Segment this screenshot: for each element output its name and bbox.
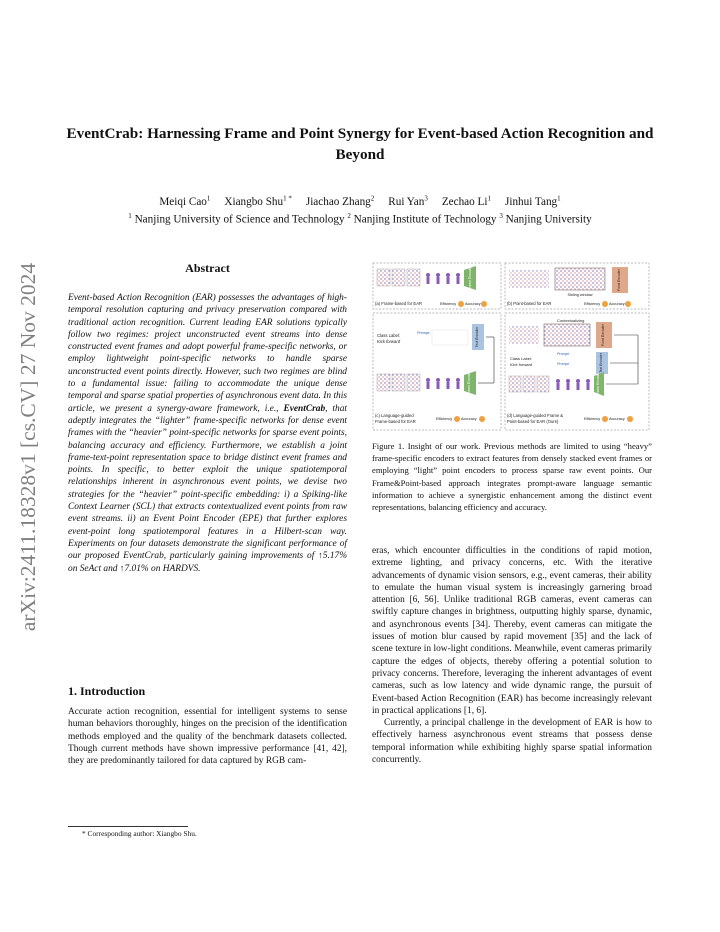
event-frame-icon xyxy=(509,376,521,392)
class-value: Kick forward xyxy=(377,339,401,344)
footnote-rule xyxy=(68,826,188,827)
prompt-label: Prompt: xyxy=(557,352,570,356)
frame-encoder-label: Frame Encoder xyxy=(468,265,472,291)
panel-a-label: (a) Frame-based for EAR xyxy=(375,301,423,306)
happy-face-icon xyxy=(602,301,608,307)
sad-face-icon xyxy=(458,301,464,307)
efficiency-label: Efficiency xyxy=(584,417,601,421)
event-frame-icon xyxy=(377,374,390,391)
sad-face-icon xyxy=(625,301,631,307)
prompt-label: Prompt: xyxy=(557,362,570,366)
sad-face-icon xyxy=(454,416,460,422)
accuracy-label: Accuracy xyxy=(461,417,477,421)
class-label: Class Label: xyxy=(510,356,533,361)
intro-paragraph: Currently, a principal challenge in the development of EAR is how to effectively harness asynchronous event streams that possess dense temporal information while exhibiting highly sparse spatial information concurrently. xyxy=(372,718,652,766)
sliding-window-label: Sliding window xyxy=(567,293,593,297)
panel-b-label: (b) Point-based for EAR xyxy=(507,301,552,306)
panel-d-label-line2: Point-based for EAR (Ours) xyxy=(507,419,559,424)
event-frame-icon xyxy=(407,374,420,391)
point-encoder-label: Point Encoder xyxy=(617,269,621,291)
author: Jiachao Zhang$^2$ xyxy=(305,194,375,208)
author: Zechao Li$^1$ xyxy=(441,194,491,208)
event-figure-icons xyxy=(556,379,590,390)
intro-paragraph-left: Accurate action recognition, essential for intelligent systems to sense human behaviors thoroughly, hinges on the precision of the identification methods employed and the quality of the benchmark datasets collected. Though current methods have shown impressive performance [41, 42], they are predominantly tailored for data captured by RGB cam- xyxy=(68,707,347,767)
paper-title: EventCrab: Harnessing Frame and Point Synergy for Event-based Action Recognition and Beyond xyxy=(66,125,654,163)
figure-1-caption: Figure 1. Insight of our work. Previous methods are limited to using “heavy” frame-specific encoders to extract features from densely stacked event frames or employing “light” point encoders to process sparse raw event points. Our Frame&Point-based approach integrates prompt-aware language semantic information to achieve a synergistic enhancement among the distinct event representations, balancing efficiency and accuracy. xyxy=(372,441,652,513)
accuracy-label: Accuracy xyxy=(465,302,481,306)
event-frame-icon xyxy=(377,269,390,286)
class-label: Class Label: xyxy=(377,333,401,338)
affiliation-list: $^1$ Nanjing University of Science and Technology $^2$ Nanjing Institute of Technology $^3$ Nanjing University xyxy=(128,212,592,226)
prompt-label: Prompt: xyxy=(417,331,431,335)
point-cloud-icon xyxy=(544,324,590,346)
point-cloud-icon xyxy=(555,268,605,290)
frame-encoder-label: Frame Encoder xyxy=(467,370,471,396)
intro-right-column xyxy=(372,545,652,766)
efficiency-label: Efficiency xyxy=(440,302,457,306)
happy-face-icon xyxy=(627,416,633,422)
text-encoder-label: Text Encoder xyxy=(475,326,479,348)
event-points-icon xyxy=(509,326,539,344)
section-heading-introduction: 1. Introduction xyxy=(68,684,146,698)
event-points-icon xyxy=(509,270,549,288)
panel-d-label-line1: (d) Language-guided Frame & xyxy=(507,413,564,418)
frame-encoder-label: Frame Encoder xyxy=(596,372,600,396)
point-encoder-label: Point Encoder xyxy=(601,324,605,346)
happy-face-icon xyxy=(481,301,487,307)
figure-1 xyxy=(372,262,652,432)
efficiency-label: Efficiency xyxy=(436,417,453,421)
panel-c-label-line2: Frame-based for EAR xyxy=(375,419,416,424)
arxiv-stamp xyxy=(7,240,49,654)
author: Meiqi Cao$^1$ xyxy=(159,194,211,208)
event-figure-icons xyxy=(426,378,460,389)
happy-face-icon xyxy=(602,416,608,422)
author: Xiangbo Shu$^{1 *}$ xyxy=(224,194,292,208)
happy-face-icon xyxy=(479,416,485,422)
event-frame-icon xyxy=(407,269,420,286)
accuracy-label: Accuracy xyxy=(609,417,625,421)
efficiency-label: Efficiency xyxy=(584,302,601,306)
event-frame-icon xyxy=(523,376,535,392)
abstract-body: Event-based Action Recognition (EAR) possesses the advantages of high-temporal resolution capturing and privacy preservation compared with traditional action recognition. Current leading EAR solutions typically follow two regimes: project unconstructed event streams into dense constructed event frames and adopt powerful frame-specific networks, or employ lightweight point-specific networks to handle sparse unconstructed event points directly. However, such two regimes are blind to a fundamental issue: failing to accommodate the unique dense temporal and sparse spatial properties of asynchronous event data. In this article, we present a synergy-aware framework, i.e., EventCrab, that adeptly integrates the “lighter” frame-specific networks for dense event frames with the “heavier” point-specific networks for sparse event points, balancing accuracy and efficiency. Furthermore, we establish a joint frame-text-point representation space to bridge distinct event frames and points. In specific, to better exploit the unique spatiotemporal relationships inherent in asynchronous event points, we devise two strategies for the “heavier” point-specific embedding: i) a Spiking-like Context Learner (SCL) that extracts contextualized event points from raw event streams. ii) an Event Point Encoder (EPE) that further explores event-point long spatiotemporal features in a Hilbert-scan way. Experiments on four datasets demonstrate the significant performance of our proposed EventCrab, particularly gaining improvements of ↑5.17% on SeAct and ↑7.01% on HARDVS. xyxy=(68,293,347,574)
arxiv-id: arXiv:2411.18328v1 [cs.CV] 27 Nov 2024 xyxy=(16,262,40,632)
footnote: * Corresponding author: Xiangbo Shu. xyxy=(82,829,197,838)
event-frame-icon xyxy=(537,376,549,392)
author-list xyxy=(40,190,680,210)
prompt-text-box xyxy=(432,330,468,345)
class-value: Kick forward xyxy=(510,362,533,367)
author: Rui Yan$^3$ xyxy=(388,194,428,208)
abstract-heading: Abstract xyxy=(185,261,230,275)
event-frame-icon xyxy=(392,269,405,286)
figure-1-diagram xyxy=(372,262,652,432)
intro-paragraph: eras, which encounter difficulties in the conditions of rapid motion, extreme lighting, and privacy concerns, etc. With the iterative advancements of dynamic vision sensors, e.g., event cameras, their ability to emulate the human visual system is increasingly garnering broad attention [6, 56]. Unlike traditional RGB cameras, event cameras can swiftly capture changes in brightness, outputting highly sparse, dynamic, and asynchronous events [34]. Thereby, event cameras can mitigate the issues of motion blur caused by rapid movement [35] and the lack of scene texture in low-light conditions. Meanwhile, event cameras primarily capture the edges of objects, thereby offering a potential solution to privacy concerns. Therefore, leveraging the inherent advantages of event cameras, such as low latency and wide dynamic range, the pursuit of Event-based Action Recognition (EAR) has become increasingly relevant in practical applications [1, 6]. xyxy=(372,546,652,716)
text-encoder-label: Text Encoder xyxy=(599,353,603,373)
panel-c-label-line1: (c) Language-guided xyxy=(375,413,414,418)
author: Jinhui Tang$^1$ xyxy=(504,194,561,208)
accuracy-label: Accuracy xyxy=(609,302,625,306)
event-figure-icons xyxy=(426,273,460,284)
contextualizing-label: Contextualizing xyxy=(557,318,585,323)
event-frame-icon xyxy=(392,374,405,391)
